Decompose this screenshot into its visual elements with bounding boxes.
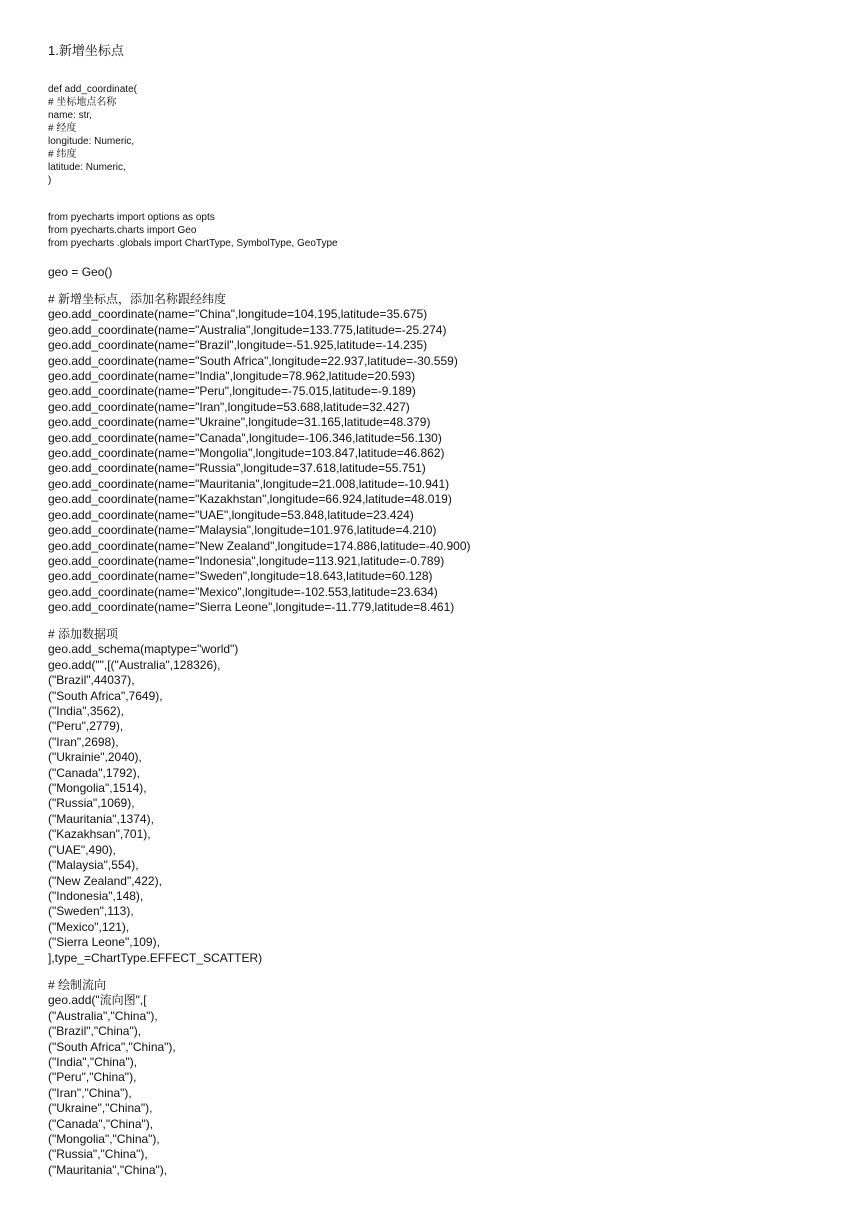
add-coordinate-block	[48, 292, 471, 616]
schema-line: ("Brazil",44037),	[48, 673, 135, 688]
schema-line: ("Sierra Leone",109),	[48, 935, 160, 950]
schema-line: ("Mauritania",1374),	[48, 811, 154, 826]
signature-line: # 坐标地点名称	[48, 97, 117, 108]
geo-init-line	[48, 265, 112, 280]
schema-line: ("UAE",490),	[48, 842, 116, 857]
coordinate-line: geo.add_coordinate(name="Brazil",longitude=-51.925,latitude=-14.235)	[48, 338, 428, 353]
schema-line: ("India",3562),	[48, 704, 124, 719]
coordinate-line: geo.add_coordinate(name="Indonesia",longitude=113.921,latitude=-0.789)	[48, 553, 445, 568]
add-schema-block	[48, 627, 262, 966]
coordinate-line: geo.add_coordinate(name="Peru",longitude=-75.015,latitude=-9.189)	[48, 384, 416, 399]
coordinate-line: geo.add_coordinate(name="Canada",longitude=-106.346,latitude=56.130)	[48, 430, 442, 445]
coordinate-line: geo.add_coordinate(name="Iran",longitude=53.688,latitude=32.427)	[48, 399, 410, 414]
coordinate-line: geo.add_coordinate(name="Australia",longitude=133.775,latitude=-25.274)	[48, 322, 447, 337]
coordinate-line: geo.add_coordinate(name="Sweden",longitude=18.643,latitude=60.128)	[48, 569, 433, 584]
section-title: 1.新增坐标点	[48, 43, 124, 58]
schema-line: ("Sweden",113),	[48, 904, 134, 919]
signature-line: )	[48, 175, 52, 186]
flow-line: ("Mauritania","China"),	[48, 1162, 168, 1177]
flow-block	[48, 978, 176, 1178]
coordinate-line: geo.add_coordinate(name="Mongolia",longitude=103.847,latitude=46.862)	[48, 446, 445, 461]
schema-line: ("Mongolia",1514),	[48, 781, 147, 796]
import-line: from pyecharts.charts import Geo	[48, 225, 197, 236]
coordinate-line: geo.add_coordinate(name="Sierra Leone",longitude=-11.779,latitude=8.461)	[48, 600, 455, 615]
flow-line: ("Russia","China"),	[48, 1147, 148, 1162]
flow-line: ("Mongolia","China"),	[48, 1132, 160, 1147]
flow-line: ("India","China"),	[48, 1055, 138, 1070]
schema-line: ("Russia",1069),	[48, 796, 135, 811]
coordinate-line: geo.add_coordinate(name="China",longitude=104.195,latitude=35.675)	[48, 307, 428, 322]
flow-line: ("Iran","China"),	[48, 1085, 132, 1100]
coordinate-line: geo.add_coordinate(name="Mexico",longitude=-102.553,latitude=23.634)	[48, 584, 438, 599]
signature-line: name: str,	[48, 110, 92, 121]
schema-line: geo.add("",[("Australia",128326),	[48, 657, 221, 672]
import-line: from pyecharts import options as opts	[48, 212, 215, 223]
coordinate-line: geo.add_coordinate(name="Ukraine",longitude=31.165,latitude=48.379)	[48, 415, 431, 430]
schema-line: ("New Zealand",422),	[48, 873, 162, 888]
signature-line: # 经度	[48, 123, 77, 134]
flow-line: ("Australia","China"),	[48, 1008, 158, 1023]
coordinate-line: # 新增坐标点，添加名称跟经纬度	[48, 292, 227, 306]
signature-line: def add_coordinate(	[48, 84, 137, 95]
signature-line: # 纬度	[48, 149, 77, 160]
flow-line: ("Peru","China"),	[48, 1070, 137, 1085]
signature-line: longitude: Numeric,	[48, 136, 135, 147]
coordinate-line: geo.add_coordinate(name="Russia",longitude=37.618,latitude=55.751)	[48, 461, 426, 476]
coordinate-line: geo.add_coordinate(name="Kazakhstan",longitude=66.924,latitude=48.019)	[48, 492, 452, 507]
schema-line: ("Malaysia",554),	[48, 858, 139, 873]
coordinate-line: geo.add_coordinate(name="New Zealand",longitude=174.886,latitude=-40.900)	[48, 538, 471, 553]
schema-line: ("Mexico",121),	[48, 919, 130, 934]
coordinate-line: geo.add_coordinate(name="India",longitude=78.962,latitude=20.593)	[48, 369, 416, 384]
coordinate-line: geo.add_coordinate(name="Malaysia",longitude=101.976,latitude=4.210)	[48, 523, 437, 538]
schema-line: ("Indonesia",148),	[48, 888, 144, 903]
schema-line: ("Ukrainie",2040),	[48, 750, 142, 765]
flow-line: ("Ukraine","China"),	[48, 1101, 153, 1116]
schema-line: # 添加数据项	[48, 627, 119, 641]
flow-line: ("South Africa","China"),	[48, 1039, 176, 1054]
flow-line: geo.add("流向图",[	[48, 993, 147, 1008]
flow-line: ("Canada","China"),	[48, 1116, 154, 1131]
import-line: from pyecharts .globals import ChartType, SymbolType, GeoType	[48, 238, 338, 249]
schema-line: ("Iran",2698),	[48, 734, 119, 749]
schema-line: ("South Africa",7649),	[48, 688, 163, 703]
schema-line: ],type_=ChartType.EFFECT_SCATTER)	[48, 950, 263, 965]
schema-line: geo.add_schema(maptype="world")	[48, 642, 239, 657]
coordinate-line: geo.add_coordinate(name="UAE",longitude=53.848,latitude=23.424)	[48, 507, 414, 522]
coordinate-line: geo.add_coordinate(name="South Africa",longitude=22.937,latitude=-30.559)	[48, 353, 458, 368]
flow-line: # 绘制流向	[48, 978, 107, 992]
imports-block	[48, 211, 338, 250]
flow-line: ("Brazil","China"),	[48, 1024, 142, 1039]
function-signature-block	[48, 83, 137, 187]
schema-line: ("Peru",2779),	[48, 719, 124, 734]
schema-line: ("Kazakhsan",701),	[48, 827, 151, 842]
signature-line: latitude: Numeric,	[48, 162, 126, 173]
coordinate-line: geo.add_coordinate(name="Mauritania",longitude=21.008,latitude=-10.941)	[48, 476, 450, 491]
schema-line: ("Canada",1792),	[48, 765, 140, 780]
code-line: geo = Geo()	[48, 265, 113, 279]
